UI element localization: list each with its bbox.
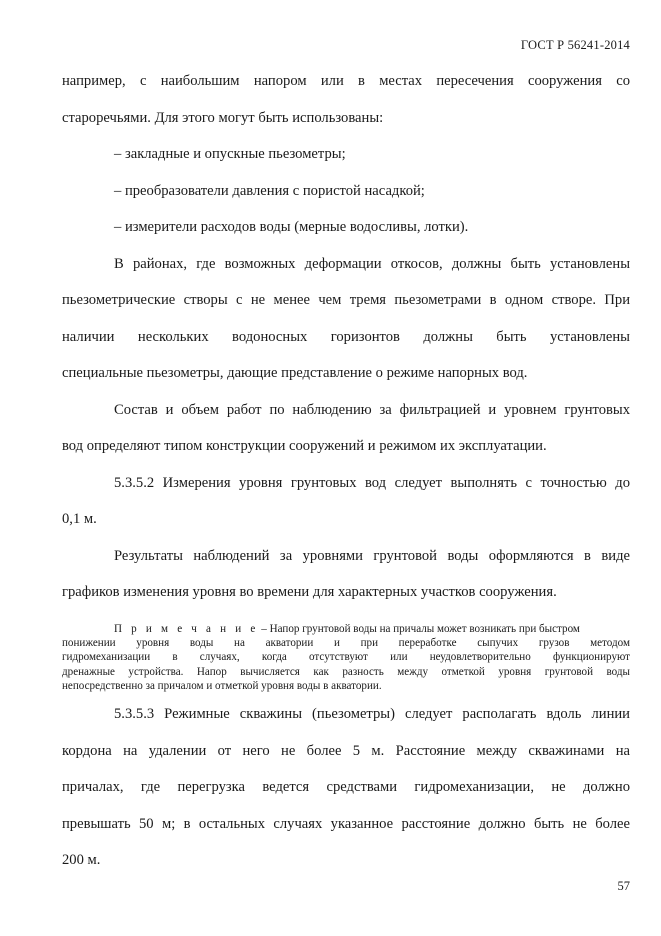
text-line: специальные пьезометры, дающие представление о режиме напорных вод.	[62, 365, 528, 381]
document-header: ГОСТ Р 56241-2014	[520, 38, 630, 52]
note-block	[62, 622, 630, 694]
note-label: П р и м е ч а н и е	[114, 622, 259, 635]
note-line: непосредственно за причалом и отметкой уровня воды в акватории.	[62, 680, 382, 693]
paragraph-first-line: Состав и объем работ по наблюдению за фильтрацией и уровнем грунтовых	[114, 401, 630, 418]
text-line: пьезометрические створы с не менее чем тремя пьезометрами в одном створе. При	[62, 292, 630, 308]
list-item: – закладные и опускные пьезометры;	[114, 146, 346, 162]
list-item: – измерители расходов воды (мерные водосливы, лотки).	[114, 219, 469, 235]
note-first-line	[62, 622, 630, 636]
note-line: понижении уровня воды на акватории и при перерабoтке сыпучих грузов методом	[62, 636, 630, 649]
paragraph-first-line: В районах, где возможных деформации откосов, должны быть установлены	[114, 255, 630, 272]
text-line: староречьями. Для этого могут быть использованы:	[62, 109, 384, 126]
page-body	[62, 70, 630, 886]
text-line: кордона на удалении от него не более 5 м. Расстояние между скважинами на	[62, 742, 630, 759]
clause-5-3-5-3: 5.3.5.3 Режимные скважины (пьезометры) следует располагать вдоль линии	[114, 706, 630, 723]
note-line: дренажные устройства. Напор вычисляется как разность между отметкой уровня грунтовой воды	[62, 665, 630, 678]
note-line: гидромеханизации в случаях, когда отсутствуют или неудовлетворительно функционируют	[62, 651, 630, 664]
clause-5-3-5-2: 5.3.5.2 Измерения уровня грунтовых вод следует выполнять с точностью до	[114, 474, 630, 491]
text-line: 0,1 м.	[62, 511, 97, 527]
paragraph-first-line: Результаты наблюдений за уровнями грунтовой воды оформляются в виде	[114, 547, 630, 564]
text-line: наличии нескольких водоносных горизонтов должны быть установлены	[62, 328, 630, 345]
page-number: 57	[617, 879, 630, 893]
note-text: – Напор грунтовой воды на причалы может возникать при быстром	[258, 622, 580, 635]
text-line: например, с наибольшим напором или в местах пересечения сооружения со	[62, 73, 630, 89]
text-line: графиков изменения уровня во времени для характерных участков сооружения.	[62, 584, 557, 600]
text-line: 200 м.	[62, 852, 101, 869]
text-line: превышать 50 м; в остальных случаях указанное расстояние должно быть не более	[62, 815, 630, 832]
text-line: вод определяют типом конструкции сооружений и режимом их эксплуатации.	[62, 438, 547, 454]
list-item: – преобразователи давления с пористой насадкой;	[114, 182, 425, 199]
text-line: причалах, где перегрузка ведется средствами гидромеханизации, не должно	[62, 779, 630, 796]
